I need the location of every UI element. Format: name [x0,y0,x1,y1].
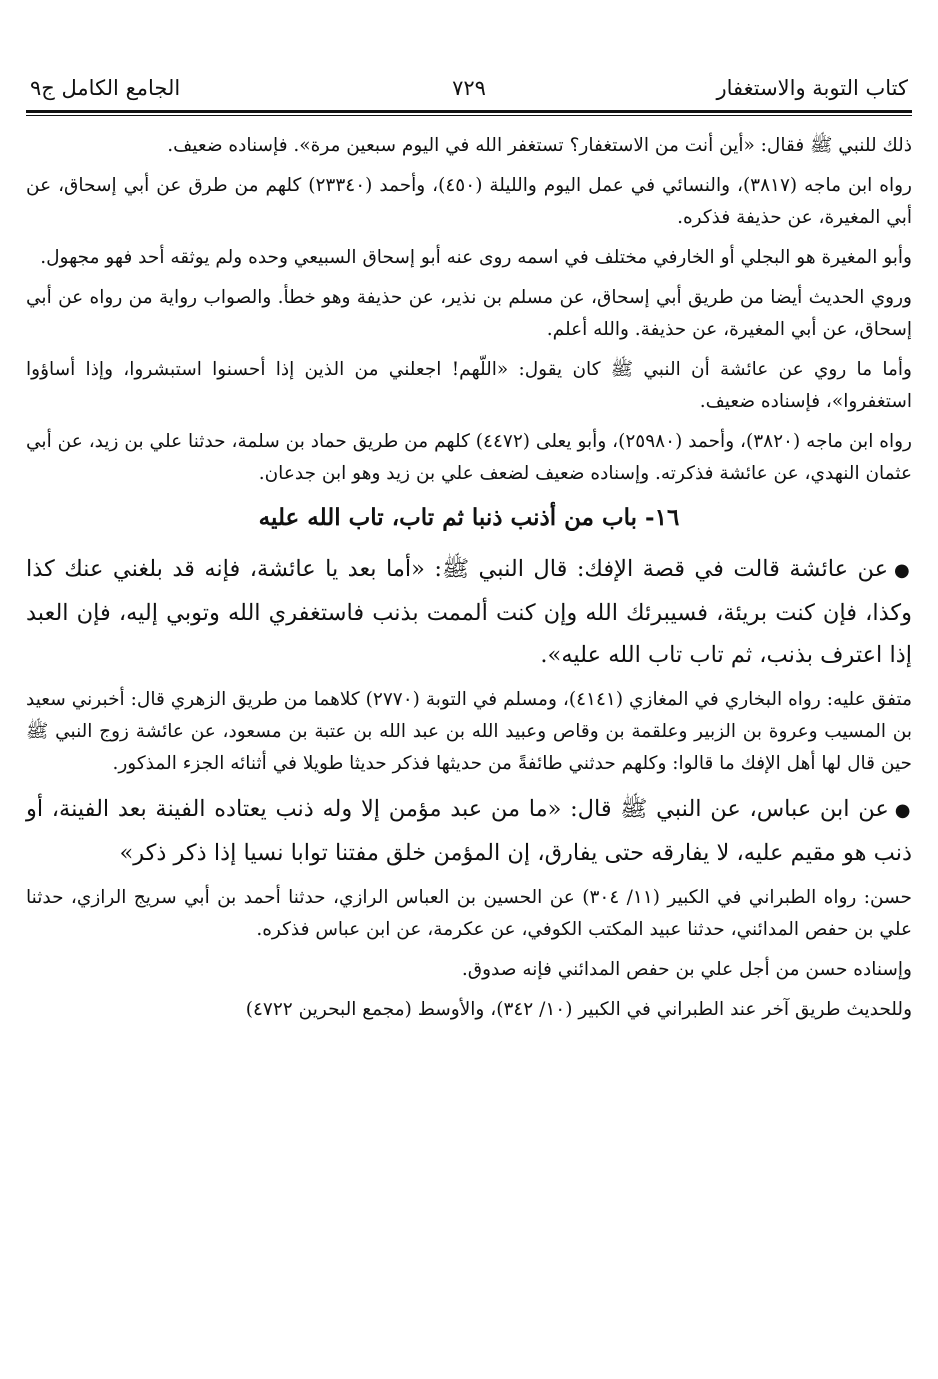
bullet-icon: ● [894,560,912,581]
takhrij-paragraph: متفق عليه: رواه البخاري في المغازي (٤١٤١)، ومسلم في التوبة (٢٧٧٠) كلاهما من طريق الزهري قال: أخبرني سعيد بن المسيب وعروة بن الزبير وعلقمة بن وقاص وعبيد الله بن عبد الله بن عتبة بن مسعود، عن عائشة زوج النبي ﷺ حين قال لها أهل الإفك ما قالوا: وكلهم حدثني طائفةً من حديثها فذكر حديثا طويلا في أثنائه الجزء المذكور. [26,689,912,774]
hadith-text [26,548,912,676]
header-rule-thin [26,115,912,116]
hadith-text-body: عن عائشة قالت في قصة الإفك: قال النبي ﷺ: «أما بعد يا عائشة، فإنه قد بلغني عنك كذا وكذا، فإن كنت بريئة، فسيبرئك الله وإن كنت ألممت بذنب فاستغفري الله وتوبي إليه، فإن العبد إذا اعترف بذنب، ثم تاب تاب الله عليه». [26,556,912,668]
page-number: ٧٢٩ [452,76,486,100]
takhrij-paragraph: وإسناده حسن من أجل علي بن حفص المدائني فإنه صدوق. [461,959,912,980]
book-title: كتاب التوبة والاستغفار [716,76,908,100]
bullet-icon: ● [894,800,912,821]
paragraph: رواه ابن ماجه (٣٨١٧)، والنسائي في عمل اليوم والليلة (٤٥٠)، وأحمد (٢٣٣٤٠) كلهم من طرق عن أبي إسحاق، عن أبي المغيرة، عن حذيفة فذكره. [26,175,912,228]
takhrij-paragraph: وللحديث طريق آخر عند الطبراني في الكبير (١٠/ ٣٤٢)، والأوسط (مجمع البحرين ٤٧٢٢) [245,999,912,1020]
running-header [26,66,912,108]
header-rule [26,110,912,113]
book-page [26,66,912,1034]
series-title: الجامع الكامل ج٩ [30,76,181,100]
paragraph: ذلك للنبي ﷺ فقال: «أين أنت من الاستغفار؟ تستغفر الله في اليوم سبعين مرة». فإسناده ضعيف. [167,135,912,156]
chapter-heading: ١٦- باب من أذنب ذنبا ثم تاب، تاب الله عليه [258,504,680,531]
takhrij-paragraph: حسن: رواه الطبراني في الكبير (١١/ ٣٠٤) عن الحسين بن العباس الرازي، حدثنا أحمد بن أبي سريج الرازي، حدثنا علي بن حفص المدائني، حدثنا عبيد المكتب الكوفي، عن عكرمة، عن ابن عباس فذكره. [26,887,912,940]
hadith-text [26,788,912,874]
paragraph: وأما ما روي عن عائشة أن النبي ﷺ كان يقول: «اللّهم! اجعلني من الذين إذا أحسنوا استبشروا، وإذا أساؤوا استغفروا»، فإسناده ضعيف. [26,359,912,412]
paragraph: وروي الحديث أيضا من طريق أبي إسحاق، عن مسلم بن نذير، عن حذيفة وهو خطأ. والصواب رواية من رواه عن أبي إسحاق، عن أبي المغيرة، عن حذيفة. والله أعلم. [26,287,912,340]
paragraph: وأبو المغيرة هو البجلي أو الخارفي مختلف في اسمه روى عنه أبو إسحاق السبيعي وحده ولم يوثقه أحد فهو مجهول. [40,247,912,268]
hadith-text-body: عن ابن عباس، عن النبي ﷺ قال: «ما من عبد مؤمن إلا وله ذنب يعتاده الفينة بعد الفينة، أو ذنب هو مقيم عليه، لا يفارقه حتى يفارق، إن المؤمن خلق مفتنا توابا نسيا إذا ذكر ذكر» [26,796,912,866]
paragraph: رواه ابن ماجه (٣٨٢٠)، وأحمد (٢٥٩٨٠)، وأبو يعلى (٤٤٧٢) كلهم من طريق حماد بن سلمة، حدثنا علي بن زيد، عن أبي عثمان النهدي، عن عائشة فذكرته. وإسناده ضعيف لضعف علي بن زيد وهو ابن جدعان. [26,431,912,484]
